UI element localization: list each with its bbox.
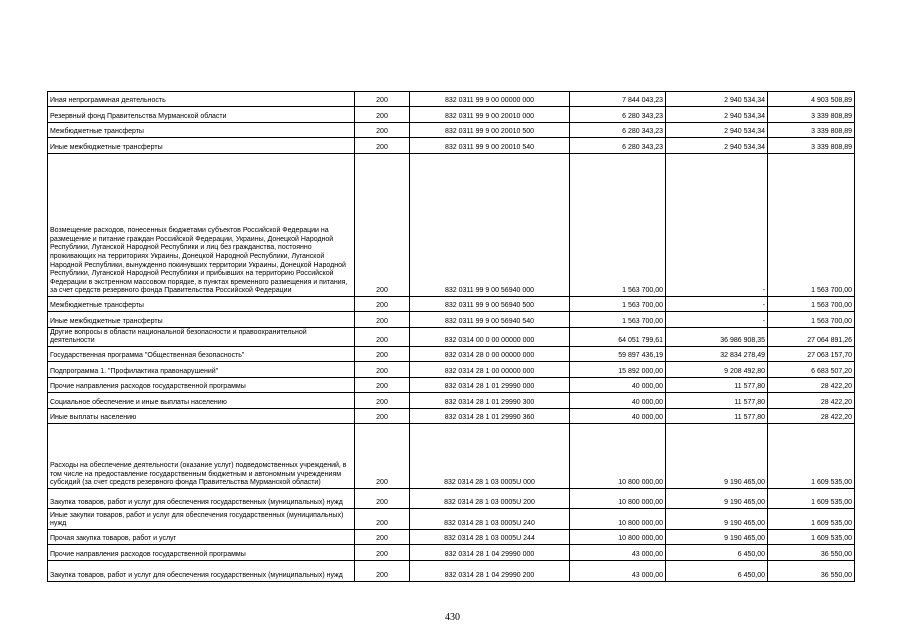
table-row <box>48 362 855 378</box>
row-name-cell: Прочие направления расходов государственной программы <box>48 378 355 393</box>
row-name-cell: Другие вопросы в области национальной безопасности и правоохранительной деятельности <box>48 328 355 347</box>
row-amount-executed-cell: 9 190 465,00 <box>666 530 768 545</box>
row-amount-approved-cell: 10 800 000,00 <box>570 509 666 530</box>
row-amount-executed-cell: 32 834 278,49 <box>666 347 768 362</box>
row-amount-approved-cell: 10 800 000,00 <box>570 530 666 545</box>
row-code-cell: 200 <box>355 328 410 347</box>
row-amount-approved-cell: 6 280 343,23 <box>570 107 666 123</box>
row-kbk-cell: 832 0314 28 1 03 0005U 200 <box>410 489 570 509</box>
row-amount-executed-cell: 2 940 534,34 <box>666 107 768 123</box>
row-amount-approved-cell: 40 000,00 <box>570 393 666 409</box>
row-kbk-cell: 832 0311 99 9 00 20010 540 <box>410 138 570 154</box>
row-amount-unexecuted-cell: 27 063 157,70 <box>768 347 855 362</box>
row-amount-executed-cell: 6 450,00 <box>666 561 768 582</box>
row-name-cell: Межбюджетные трансферты <box>48 297 355 312</box>
row-name-cell: Резервный фонд Правительства Мурманской области <box>48 107 355 123</box>
row-amount-executed-cell: 11 577,80 <box>666 393 768 409</box>
page-number: 430 <box>445 612 460 623</box>
row-amount-executed-cell: 36 986 908,35 <box>666 328 768 347</box>
table-row <box>48 347 855 362</box>
row-amount-executed-cell: - <box>666 154 768 297</box>
row-amount-unexecuted-cell: 1 609 535,00 <box>768 489 855 509</box>
row-amount-executed-cell: 2 940 534,34 <box>666 123 768 138</box>
row-amount-approved-cell: 40 000,00 <box>570 378 666 393</box>
row-amount-executed-cell: 9 208 492,80 <box>666 362 768 378</box>
table-row <box>48 545 855 561</box>
row-amount-unexecuted-cell: 3 339 808,89 <box>768 107 855 123</box>
table-row <box>48 489 855 509</box>
row-amount-approved-cell: 10 800 000,00 <box>570 489 666 509</box>
row-amount-approved-cell: 1 563 700,00 <box>570 297 666 312</box>
row-amount-executed-cell: 6 450,00 <box>666 545 768 561</box>
row-amount-unexecuted-cell: 1 563 700,00 <box>768 297 855 312</box>
row-code-cell: 200 <box>355 409 410 424</box>
table-row <box>48 424 855 489</box>
row-code-cell: 200 <box>355 362 410 378</box>
table-body <box>48 92 855 582</box>
row-name-cell: Межбюджетные трансферты <box>48 123 355 138</box>
row-code-cell: 200 <box>355 297 410 312</box>
row-amount-unexecuted-cell: 1 609 535,00 <box>768 509 855 530</box>
row-amount-approved-cell: 1 563 700,00 <box>570 312 666 328</box>
row-amount-executed-cell: 2 940 534,34 <box>666 138 768 154</box>
row-name-cell: Социальное обеспечение и иные выплаты населению <box>48 393 355 409</box>
row-kbk-cell: 832 0314 00 0 00 00000 000 <box>410 328 570 347</box>
table-row <box>48 530 855 545</box>
row-name-cell: Иная непрограммная деятельность <box>48 92 355 107</box>
row-amount-unexecuted-cell: 4 903 508,89 <box>768 92 855 107</box>
table-row <box>48 154 855 297</box>
row-amount-unexecuted-cell: 3 339 808,89 <box>768 123 855 138</box>
row-name-cell: Иные выплаты населению <box>48 409 355 424</box>
row-code-cell: 200 <box>355 92 410 107</box>
row-code-cell: 200 <box>355 154 410 297</box>
row-amount-unexecuted-cell: 3 339 808,89 <box>768 138 855 154</box>
row-amount-unexecuted-cell: 27 064 891,26 <box>768 328 855 347</box>
row-amount-unexecuted-cell: 36 550,00 <box>768 545 855 561</box>
row-amount-unexecuted-cell: 1 563 700,00 <box>768 154 855 297</box>
row-code-cell: 200 <box>355 424 410 489</box>
row-name-cell: Государственная программа "Общественная безопасность" <box>48 347 355 362</box>
row-kbk-cell: 832 0311 99 9 00 56940 540 <box>410 312 570 328</box>
row-code-cell: 200 <box>355 138 410 154</box>
row-code-cell: 200 <box>355 509 410 530</box>
row-kbk-cell: 832 0314 28 1 03 0005U 244 <box>410 530 570 545</box>
table-row <box>48 297 855 312</box>
row-amount-approved-cell: 40 000,00 <box>570 409 666 424</box>
row-code-cell: 200 <box>355 393 410 409</box>
row-amount-executed-cell: 11 577,80 <box>666 378 768 393</box>
row-amount-approved-cell: 10 800 000,00 <box>570 424 666 489</box>
row-code-cell: 200 <box>355 312 410 328</box>
row-kbk-cell: 832 0311 99 9 00 20010 500 <box>410 123 570 138</box>
row-amount-unexecuted-cell: 28 422,20 <box>768 378 855 393</box>
row-amount-approved-cell: 64 051 799,61 <box>570 328 666 347</box>
row-name-cell: Иные закупки товаров, работ и услуг для обеспечения государственных (муниципальных) нужд <box>48 509 355 530</box>
table-row <box>48 561 855 582</box>
table-row <box>48 328 855 347</box>
row-amount-executed-cell: 9 190 465,00 <box>666 424 768 489</box>
row-amount-approved-cell: 6 280 343,23 <box>570 138 666 154</box>
row-code-cell: 200 <box>355 107 410 123</box>
row-amount-unexecuted-cell: 1 609 535,00 <box>768 424 855 489</box>
row-amount-unexecuted-cell: 28 422,20 <box>768 409 855 424</box>
row-amount-approved-cell: 43 000,00 <box>570 545 666 561</box>
row-name-cell: Возмещение расходов, понесенных бюджетами субъектов Российской Федерации на размещение и питание граждан Российской Федерации, Украины, Донецкой Народной Республики, Луганской Народной Республики и лиц без гражданства, постоянно проживающих на территориях Украины, Донецкой Народной Республики, Луганской Народной Республики, вынужденно покинувших территории Украины, Донецкой Народной Республики, Луганской Народной Республики и прибывших на территорию Российской Федерации в экстренном массовом порядке, в пунктах временного размещения и питания, за счет средств резервного фонда Правительства Российской Федерации <box>48 154 355 297</box>
row-name-cell: Иные межбюджетные трансферты <box>48 138 355 154</box>
row-code-cell: 200 <box>355 378 410 393</box>
row-kbk-cell: 832 0311 99 9 00 56940 500 <box>410 297 570 312</box>
row-kbk-cell: 832 0314 28 1 03 0005U 240 <box>410 509 570 530</box>
row-code-cell: 200 <box>355 545 410 561</box>
row-amount-unexecuted-cell: 1 563 700,00 <box>768 312 855 328</box>
table-row <box>48 509 855 530</box>
row-kbk-cell: 832 0311 99 9 00 00000 000 <box>410 92 570 107</box>
row-code-cell: 200 <box>355 530 410 545</box>
row-amount-approved-cell: 1 563 700,00 <box>570 154 666 297</box>
row-name-cell: Подпрограмма 1. "Профилактика правонарушений" <box>48 362 355 378</box>
row-amount-executed-cell: - <box>666 312 768 328</box>
row-amount-executed-cell: 11 577,80 <box>666 409 768 424</box>
row-code-cell: 200 <box>355 347 410 362</box>
row-name-cell: Иные межбюджетные трансферты <box>48 312 355 328</box>
row-kbk-cell: 832 0311 99 9 00 20010 000 <box>410 107 570 123</box>
row-kbk-cell: 832 0314 28 1 03 0005U 000 <box>410 424 570 489</box>
table-row <box>48 312 855 328</box>
table-row <box>48 378 855 393</box>
row-amount-approved-cell: 15 892 000,00 <box>570 362 666 378</box>
row-name-cell: Прочие направления расходов государственной программы <box>48 545 355 561</box>
table-row <box>48 107 855 123</box>
table-row <box>48 393 855 409</box>
row-amount-executed-cell: 2 940 534,34 <box>666 92 768 107</box>
row-amount-approved-cell: 7 844 043,23 <box>570 92 666 107</box>
table-row <box>48 123 855 138</box>
row-name-cell: Прочая закупка товаров, работ и услуг <box>48 530 355 545</box>
table-row <box>48 409 855 424</box>
row-amount-unexecuted-cell: 1 609 535,00 <box>768 530 855 545</box>
row-kbk-cell: 832 0314 28 1 04 29990 200 <box>410 561 570 582</box>
row-kbk-cell: 832 0314 28 1 04 29990 000 <box>410 545 570 561</box>
budget-execution-table <box>47 91 855 582</box>
row-code-cell: 200 <box>355 489 410 509</box>
row-amount-unexecuted-cell: 28 422,20 <box>768 393 855 409</box>
row-amount-approved-cell: 59 897 436,19 <box>570 347 666 362</box>
row-kbk-cell: 832 0314 28 1 01 29990 360 <box>410 409 570 424</box>
table-row <box>48 138 855 154</box>
row-amount-unexecuted-cell: 36 550,00 <box>768 561 855 582</box>
row-amount-approved-cell: 6 280 343,23 <box>570 123 666 138</box>
row-name-cell: Расходы на обеспечение деятельности (оказание услуг) подведомственных учреждений, в том числе на предоставление государственным бюджетным и автономным учреждениям субсидий (за счет средств резервного фонда Правительства Мурманской области) <box>48 424 355 489</box>
row-kbk-cell: 832 0314 28 1 01 29990 300 <box>410 393 570 409</box>
row-name-cell: Закупка товаров, работ и услуг для обеспечения государственных (муниципальных) нужд <box>48 489 355 509</box>
row-kbk-cell: 832 0311 99 9 00 56940 000 <box>410 154 570 297</box>
row-amount-executed-cell: 9 190 465,00 <box>666 509 768 530</box>
row-name-cell: Закупка товаров, работ и услуг для обеспечения государственных (муниципальных) нужд <box>48 561 355 582</box>
row-amount-approved-cell: 43 000,00 <box>570 561 666 582</box>
row-amount-executed-cell: 9 190 465,00 <box>666 489 768 509</box>
table-row <box>48 92 855 107</box>
row-code-cell: 200 <box>355 123 410 138</box>
row-kbk-cell: 832 0314 28 1 00 00000 000 <box>410 362 570 378</box>
row-amount-unexecuted-cell: 6 683 507,20 <box>768 362 855 378</box>
row-code-cell: 200 <box>355 561 410 582</box>
row-kbk-cell: 832 0314 28 0 00 00000 000 <box>410 347 570 362</box>
row-amount-executed-cell: - <box>666 297 768 312</box>
row-kbk-cell: 832 0314 28 1 01 29990 000 <box>410 378 570 393</box>
